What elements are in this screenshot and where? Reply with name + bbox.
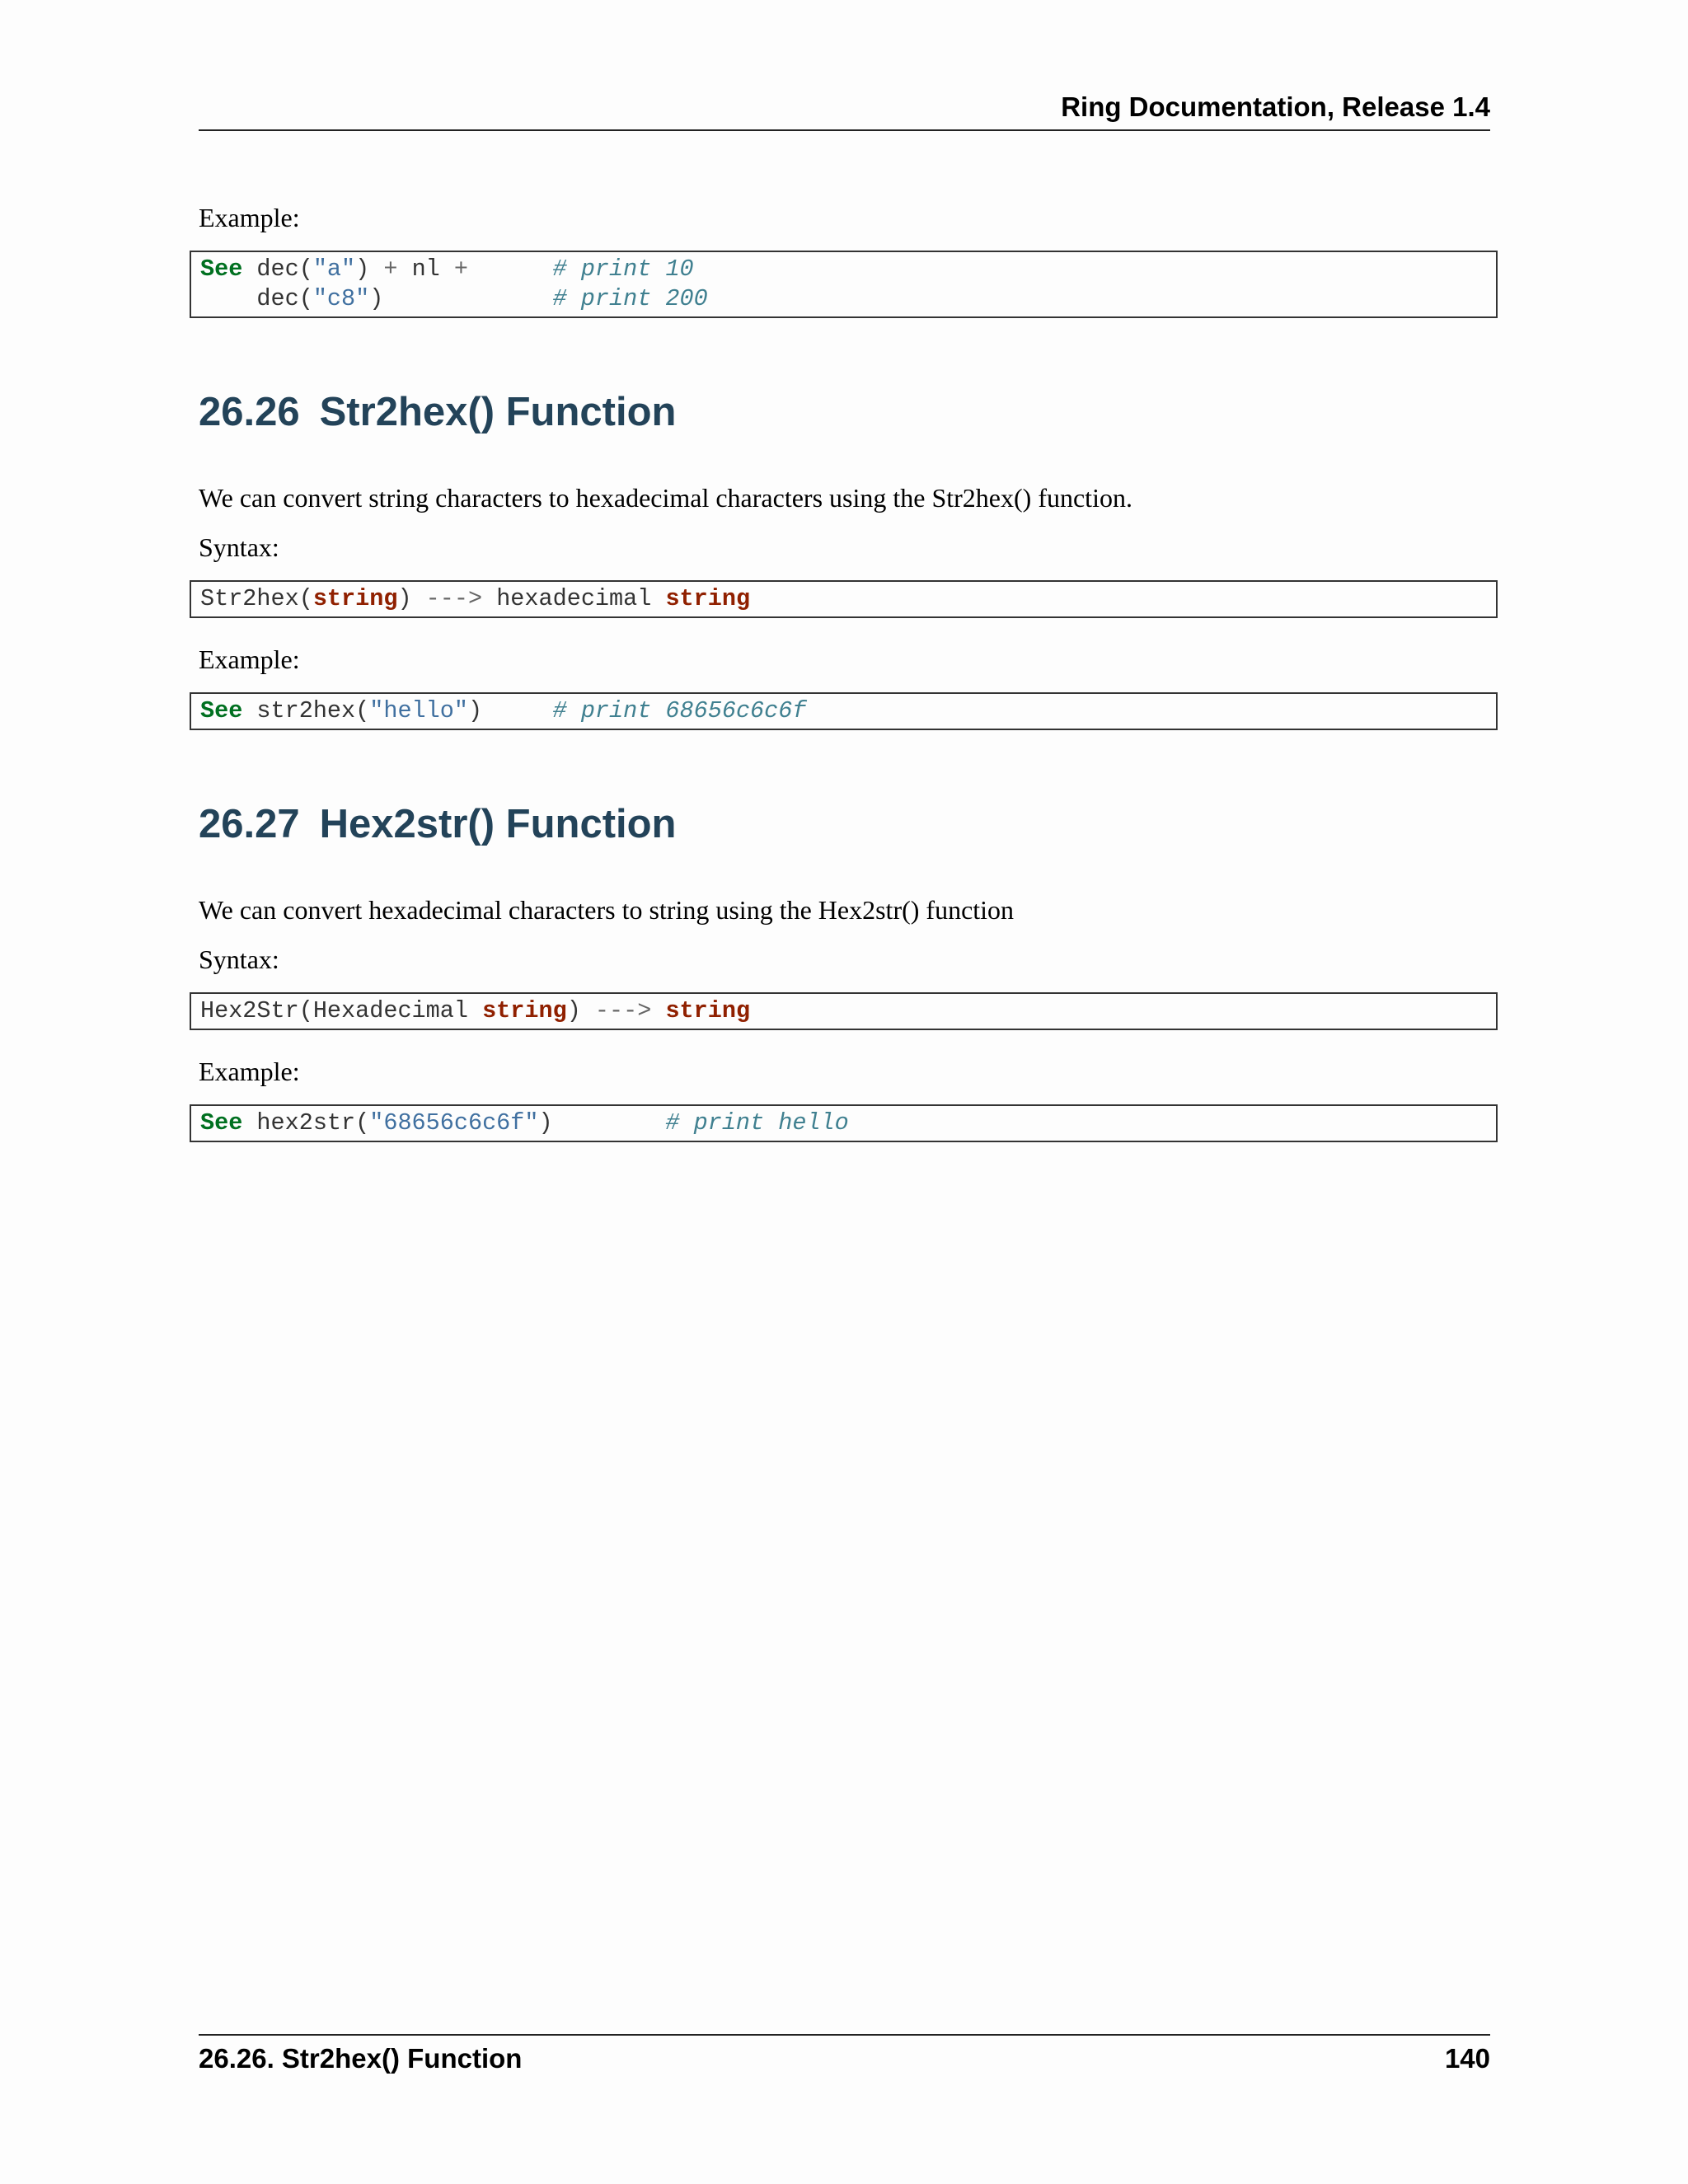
code-keyword: See: [200, 1109, 243, 1137]
code-comment: # print 10: [552, 255, 694, 283]
code-type: string: [665, 997, 751, 1024]
code-comment: # print 68656c6c6f: [552, 697, 807, 724]
code-type: string: [482, 997, 567, 1024]
hex2str-syntax-code-block: Hex2Str(Hexadecimal string) ---> string: [190, 992, 1498, 1030]
section-heading-str2hex: [199, 387, 676, 437]
example-label: Example:: [199, 644, 300, 674]
code-type: string: [312, 585, 398, 612]
syntax-label: Syntax:: [199, 532, 279, 562]
syntax-label: Syntax:: [199, 944, 279, 974]
code-keyword: See: [200, 255, 243, 283]
example-label: Example:: [199, 203, 300, 232]
code-comment: # print hello: [665, 1109, 849, 1137]
section-title: Hex2str() Function: [319, 802, 677, 846]
code-comment: # print 200: [552, 285, 708, 312]
code-keyword: See: [200, 697, 243, 724]
str2hex-syntax-code-block: Str2hex(string) ---> hexadecimal string: [190, 580, 1498, 618]
code-string: "a": [312, 255, 356, 283]
section-number: 26.27: [199, 802, 300, 846]
dec-example-code-block: See dec("a") + nl + # print 10 dec("c8") # print 200: [190, 251, 1498, 318]
running-header: Ring Documentation, Release 1.4: [1061, 91, 1490, 122]
section-title: Str2hex() Function: [319, 390, 677, 434]
header-rule: [199, 129, 1490, 131]
hex2str-example-code-block: See hex2str("68656c6c6f") # print hello: [190, 1104, 1498, 1142]
str2hex-example-code-block: See str2hex("hello") # print 68656c6c6f: [190, 692, 1498, 730]
code-string: "hello": [369, 697, 468, 724]
code-string: "68656c6c6f": [369, 1109, 539, 1137]
section-description: We can convert hexadecimal characters to string using the Hex2str() function: [199, 895, 1015, 925]
footer-rule: [199, 2034, 1490, 2036]
code-string: "c8": [312, 285, 370, 312]
code-type: string: [665, 585, 751, 612]
section-description: We can convert string characters to hexadecimal characters using the Str2hex() function.: [199, 483, 1132, 513]
section-heading-hex2str: [199, 799, 677, 849]
section-number: 26.26: [199, 390, 300, 434]
page-number: 140: [1444, 2043, 1490, 2074]
example-label: Example:: [199, 1057, 300, 1086]
footer-section-title: 26.26. Str2hex() Function: [199, 2043, 523, 2074]
